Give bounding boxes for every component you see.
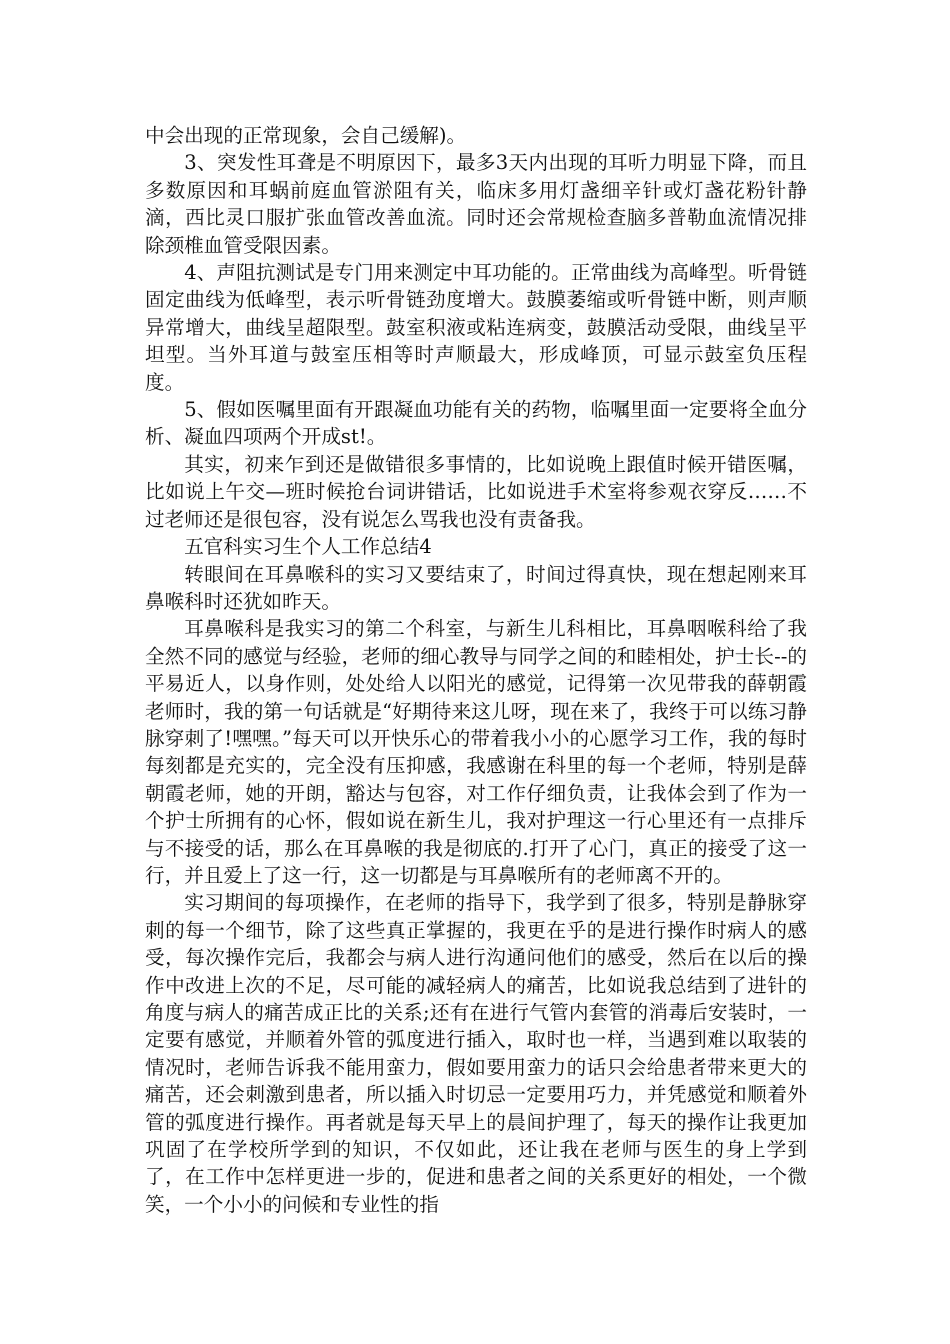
- paragraph-intro: 转眼间在耳鼻喉科的实习又要结束了，时间过得真快，现在想起刚来耳鼻喉科时还犹如昨天。: [145, 562, 807, 613]
- paragraph-operations: 实习期间的每项操作，在老师的指导下，我学到了很多，特别是静脉穿刺的每一个细节，除了这些真正掌握的，我更在乎的是进行操作时病人的感受，每次操作完后，我都会与病人进行沟通问他们的感受，然后在以后的操作中改进上次的不足，尽可能的减轻病人的痛苦，比如说我总结到了进针的角度与病人的痛苦成正比的关系;还有在进行气管内套管的消毒后安装时，一定要有感觉，并顺着外管的弧度进行插入，取时也一样，当遇到难以取装的情况时，老师告诉我不能用蛮力，假如要用蛮力的话只会给患者带来更大的痛苦，还会刺激到患者，所以插入时切忌一定要用巧力，并凭感觉和顺着外管的弧度进行操作。再者就是每天早上的晨间护理了，每天的操作让我更加巩固了在学校所学到的知识，不仅如此，还让我在老师与医生的身上学到了，在工作中怎样更进一步的，促进和患者之间的关系更好的相处，一个微笑，一个小小的问候和专业性的指: [145, 891, 807, 1216]
- paragraph-department: 耳鼻喉科是我实习的第二个科室，与新生儿科相比，耳鼻咽喉科给了我全然不同的感觉与经验，老师的细心教导与同学之间的和睦相处，护士长--的平易近人，以身作则，处处给人以阳光的感觉，记得第一次见带我的薛朝霞老师时，我的第一句话就是“好期待来这儿呀，现在来了，我终于可以练习静脉穿刺了!嘿嘿。”每天可以开快乐心的带着我小小的心愿学习工作，我的每时每刻都是充实的，完全没有压抑感，我感谢在科里的每一个老师，特别是薛朝霞老师，她的开朗，豁达与包容，对工作仔细负责，让我体会到了作为一个护士所拥有的心怀，假如说在新生儿，我对护理这一行心里还有一点排斥与不接受的话，那么在耳鼻喉的我是彻底的.打开了心门，真正的接受了这一行，并且爱上了这一行，这一切都是与耳鼻喉所有的老师离不开的。: [145, 617, 807, 887]
- paragraph-reflection: 其实，初来乍到还是做错很多事情的，比如说晚上跟值时候开错医嘱，比如说上午交—班时候抢台词讲错话，比如说进手术室将参观衣穿反……不过老师还是很包容，没有说怎么骂我也没有责备我。: [145, 452, 807, 531]
- paragraph-item-3: 3、突发性耳聋是不明原因下，最多3天内出现的耳听力明显下降，而且多数原因和耳蜗前庭血管淤阻有关，临床多用灯盏细辛针或灯盏花粉针静滴，西比灵口服扩张血管改善血流。同时还会常规检查脑多普勒血流情况排除颈椎血管受限因素。: [145, 151, 807, 257]
- document-body: [145, 122, 807, 1218]
- paragraph-continuation: 中会出现的正常现象，会自己缓解)。: [145, 124, 467, 147]
- section-heading: 五官科实习生个人工作总结4: [184, 535, 432, 559]
- paragraph-item-4: 4、声阻抗测试是专门用来测定中耳功能的。正常曲线为高峰型。听骨链固定曲线为低峰型，表示听骨链劲度增大。鼓膜萎缩或听骨链中断，则声顺异常增大，曲线呈超限型。鼓室积液或粘连病变，鼓膜活动受限，曲线呈平坦型。当外耳道与鼓室压相等时声顺最大，形成峰顶，可显示鼓室负压程度。: [145, 261, 807, 394]
- paragraph-item-5: 5、假如医嘱里面有开跟凝血功能有关的药物，临嘱里面一定要将全血分析、凝血四项两个开成st!。: [145, 398, 807, 449]
